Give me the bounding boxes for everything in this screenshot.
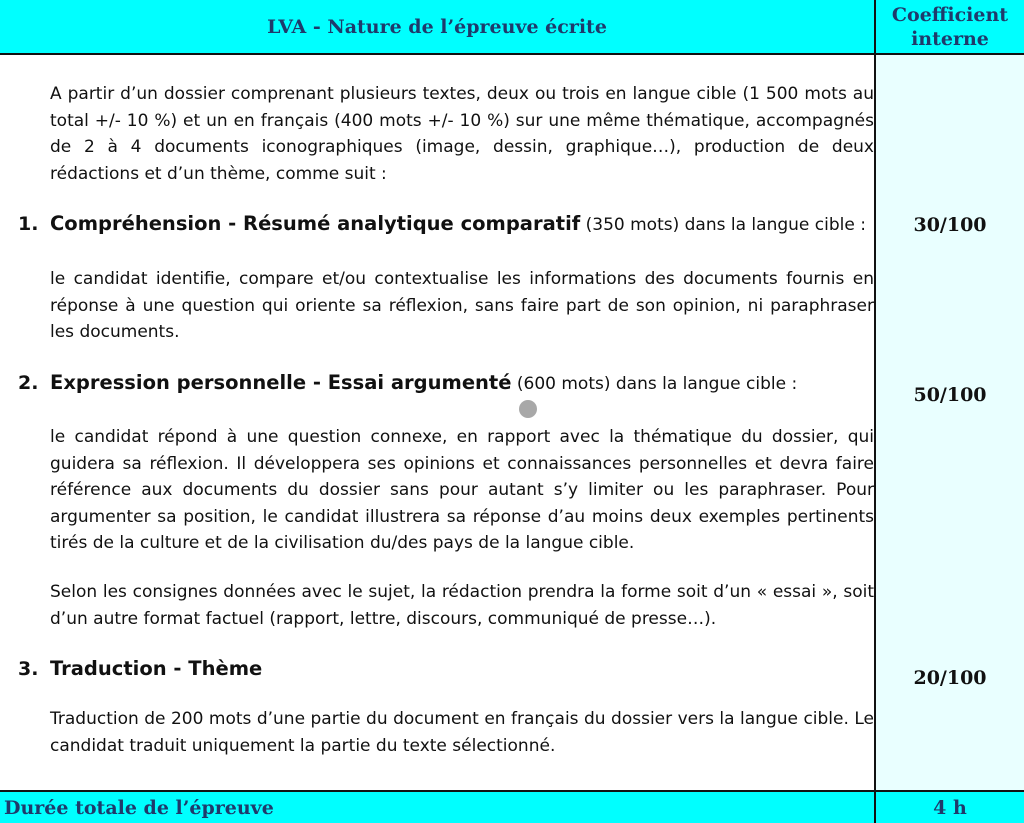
- section-1-paragraph: le candidat identifie, compare et/ou contextualise les informations des documents fournis en réponse à une question qui oriente sa réflexion, sans faire part de son opinion, ni paraphraser les documents.: [50, 269, 874, 342]
- section-3-score: 20/100: [913, 667, 987, 689]
- table-header-coefficient: [876, 0, 1024, 55]
- section-1-heading: [18, 211, 868, 238]
- total-duration-value: 4 h: [876, 790, 1024, 823]
- section-number: 1.: [18, 213, 39, 235]
- table-header-title: LVA - Nature de l’épreuve écrite: [0, 0, 876, 55]
- coef-header-line1: Coefficient: [891, 3, 1009, 26]
- section-2-paragraph-2: Selon les consignes données avec le sujet, la rédaction prendra la forme soit d’un « essai », soit d’un autre format factuel (rapport, lettre, discours, communiqué de presse…).: [50, 582, 874, 629]
- section-title: Expression personnelle - Essai argumenté: [50, 371, 512, 394]
- section-2-paragraph-1: le candidat répond à une question connexe, en rapport avec la thématique du dossier, qui guidera sa réflexion. Il développera ses opinions et connaissances personnelles et devra faire référence aux documents du dossier sans pour autant s’y limiter ou les paraphraser. Pour argumenter sa position, le candidat illustrera sa réponse d’au moins deux exemples pertinents tirés de la culture et de la civilisation du/des pays de la langue cible.: [50, 427, 874, 553]
- section-3-paragraph: Traduction de 200 mots d’une partie du document en français du dossier vers la langue cible. Le candidat traduit uniquement la partie du texte sélectionné.: [50, 709, 874, 756]
- section-2-heading: [18, 370, 868, 397]
- section-1-score: 30/100: [913, 214, 987, 236]
- intro-paragraph: A partir d’un dossier comprenant plusieurs textes, deux ou trois en langue cible (1 500 mots au total +/- 10 %) et un en français (400 mots +/- 10 %) sur une même thématique, accompagnés de 2 à 4 documents iconographiques (image, dessin, graphique…), production de deux rédactions et d’un thème, comme suit :: [50, 84, 874, 184]
- section-number: 3.: [18, 658, 39, 680]
- coef-header-line2: interne: [911, 27, 989, 50]
- section-number: 2.: [18, 372, 39, 394]
- section-title: Traduction - Thème: [50, 657, 263, 680]
- section-suffix: (350 mots) dans la langue cible :: [580, 215, 866, 235]
- section-suffix: (600 mots) dans la langue cible :: [511, 374, 798, 394]
- section-title: Compréhension - Résumé analytique comparatif: [50, 212, 581, 235]
- section-3-heading: [18, 656, 868, 683]
- total-duration-label: Durée totale de l’épreuve: [0, 790, 876, 823]
- cursor-indicator: [519, 400, 537, 418]
- section-2-score: 50/100: [913, 384, 987, 406]
